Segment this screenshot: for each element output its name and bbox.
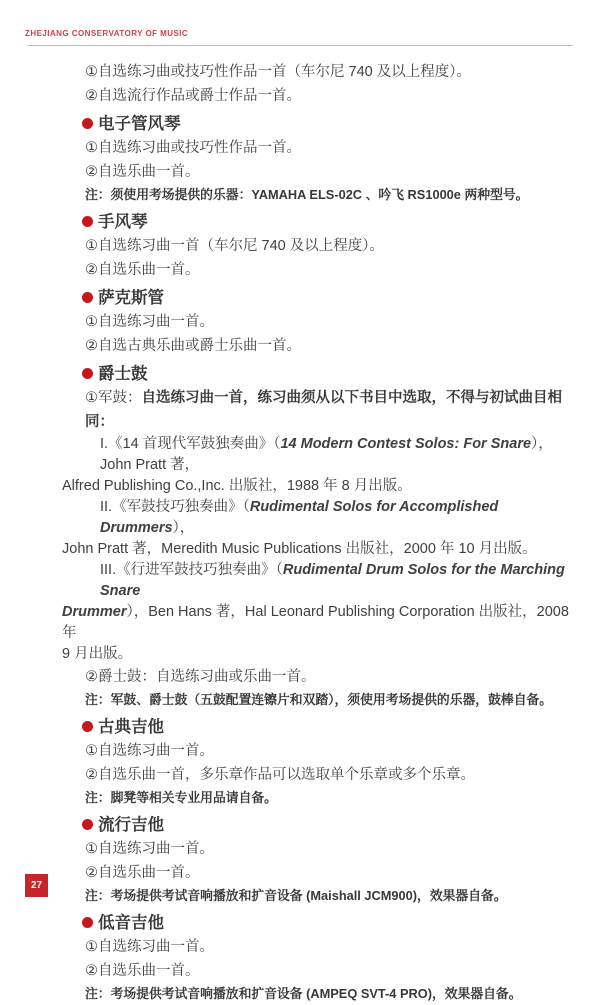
- text-run: II.《军鼓技巧独奏曲》（: [100, 499, 250, 515]
- red-bullet-icon: [82, 721, 93, 732]
- red-bullet-icon: [82, 292, 93, 303]
- text-run: 手风琴: [98, 213, 148, 231]
- book-ref-line: [62, 644, 576, 665]
- text-run: 9 月出版。: [62, 646, 133, 662]
- text-run: ②自选古典乐曲或爵士乐曲一首。: [85, 338, 301, 354]
- text-run: Drummer: [62, 604, 127, 620]
- section-header: [62, 210, 576, 234]
- text-run: ），: [172, 520, 195, 536]
- text-run: ），John Pratt 著，: [100, 436, 553, 473]
- section-header: [62, 715, 576, 739]
- text-run: ②自选乐曲一首。: [85, 865, 200, 881]
- text-run: III.《行进军鼓技巧独奏曲》（: [100, 562, 283, 578]
- section-header: [62, 112, 576, 136]
- text-run: 低音吉他: [98, 914, 164, 932]
- text-line: [62, 665, 576, 689]
- book-ref-line: [62, 434, 576, 476]
- text-run: 注：须使用考场提供的乐器：YAMAHA ELS-02C 、吟飞 RS1000e 两种型号。: [85, 187, 529, 202]
- book-ref-line: [62, 602, 576, 644]
- brand-header: ZHEJIANG CONSERVATORY OF MUSIC: [25, 29, 189, 38]
- note-line: [62, 184, 576, 206]
- text-run: ①自选练习曲一首。: [85, 743, 214, 759]
- text-line: [62, 837, 576, 861]
- note-line: [62, 787, 576, 809]
- text-run: 自选练习曲一首，练习曲须从以下书目中选取，不得与初试曲目相同：: [85, 390, 562, 430]
- text-run: 古典吉他: [98, 718, 164, 736]
- book-ref-line: [62, 560, 576, 602]
- red-bullet-icon: [82, 216, 93, 227]
- text-line: [62, 739, 576, 763]
- text-line: [62, 861, 576, 885]
- section-header: [62, 286, 576, 310]
- text-run: ②自选乐曲一首。: [85, 262, 200, 278]
- section-header: [62, 813, 576, 837]
- text-run: ①自选练习曲或技巧性作品一首。: [85, 140, 301, 156]
- text-run: 爵士鼓: [98, 365, 148, 383]
- text-line: [62, 160, 576, 184]
- text-line: [62, 234, 576, 258]
- text-run: ②爵士鼓：自选练习曲或乐曲一首。: [85, 669, 316, 685]
- text-line: [62, 310, 576, 334]
- book-ref-line: [62, 539, 576, 560]
- text-run: ），Ben Hans 著，Hal Leonard Publishing Corporation 出版社，2008 年: [62, 604, 569, 641]
- text-run: ①军鼓：: [85, 390, 142, 406]
- text-run: 注：军鼓、爵士鼓（五鼓配置连镲片和双踏），须使用考场提供的乐器，鼓棒自备。: [85, 692, 553, 707]
- text-line: [62, 258, 576, 282]
- text-line: [62, 959, 576, 983]
- text-run: 萨克斯管: [98, 289, 164, 307]
- red-bullet-icon: [82, 819, 93, 830]
- note-line: [62, 689, 576, 711]
- header-rule: [27, 45, 573, 46]
- text-run: 注：考场提供考试音响播放和扩音设备 (Maishall JCM900)，效果器自备。: [85, 888, 507, 903]
- text-run: 流行吉他: [98, 816, 164, 834]
- text-run: I.《14 首现代军鼓独奏曲》（: [100, 436, 281, 452]
- text-run: Alfred Publishing Co.,Inc. 出版社，1988 年 8 月出版。: [62, 478, 412, 494]
- section-header: [62, 362, 576, 386]
- text-run: 注：脚凳等相关专业用品请自备。: [85, 790, 277, 805]
- text-line: [62, 935, 576, 959]
- note-line: [62, 983, 576, 1005]
- text-line: [62, 334, 576, 358]
- note-line: [62, 885, 576, 907]
- text-run: 电子管风琴: [98, 115, 181, 133]
- text-run: ②自选乐曲一首，多乐章作品可以选取单个乐章或多个乐章。: [85, 767, 475, 783]
- text-run: ①自选练习曲一首。: [85, 939, 214, 955]
- text-run: ①自选练习曲一首（车尔尼 740 及以上程度）。: [85, 238, 384, 254]
- text-run: ②自选流行作品或爵士作品一首。: [85, 88, 301, 104]
- text-run: 14 Modern Contest Solos: For Snare: [280, 436, 532, 452]
- text-run: ①自选练习曲一首。: [85, 314, 214, 330]
- text-line: [62, 386, 576, 434]
- red-bullet-icon: [82, 118, 93, 129]
- text-run: Rudimental Solos for Accomplished Drummers: [100, 499, 499, 536]
- text-line: [62, 60, 576, 84]
- text-run: 注：考场提供考试音响播放和扩音设备 (AMPEQ SVT-4 PRO)，效果器自备。: [85, 986, 522, 1001]
- text-run: Rudimental Drum Solos for the Marching Snare: [100, 562, 565, 599]
- text-run: John Pratt 著，Meredith Music Publications 出版社，2000 年 10 月出版。: [62, 541, 537, 557]
- page-number-badge: 27: [25, 874, 48, 897]
- text-run: ①自选练习曲一首。: [85, 841, 214, 857]
- text-line: [62, 84, 576, 108]
- red-bullet-icon: [82, 368, 93, 379]
- text-run: ②自选乐曲一首。: [85, 963, 200, 979]
- text-run: ①自选练习曲或技巧性作品一首（车尔尼 740 及以上程度）。: [85, 64, 471, 80]
- text-run: ②自选乐曲一首。: [85, 164, 200, 180]
- text-line: [62, 136, 576, 160]
- section-header: [62, 911, 576, 935]
- book-ref-line: [62, 497, 576, 539]
- document-body: [62, 60, 576, 1005]
- text-line: [62, 763, 576, 787]
- book-ref-line: [62, 476, 576, 497]
